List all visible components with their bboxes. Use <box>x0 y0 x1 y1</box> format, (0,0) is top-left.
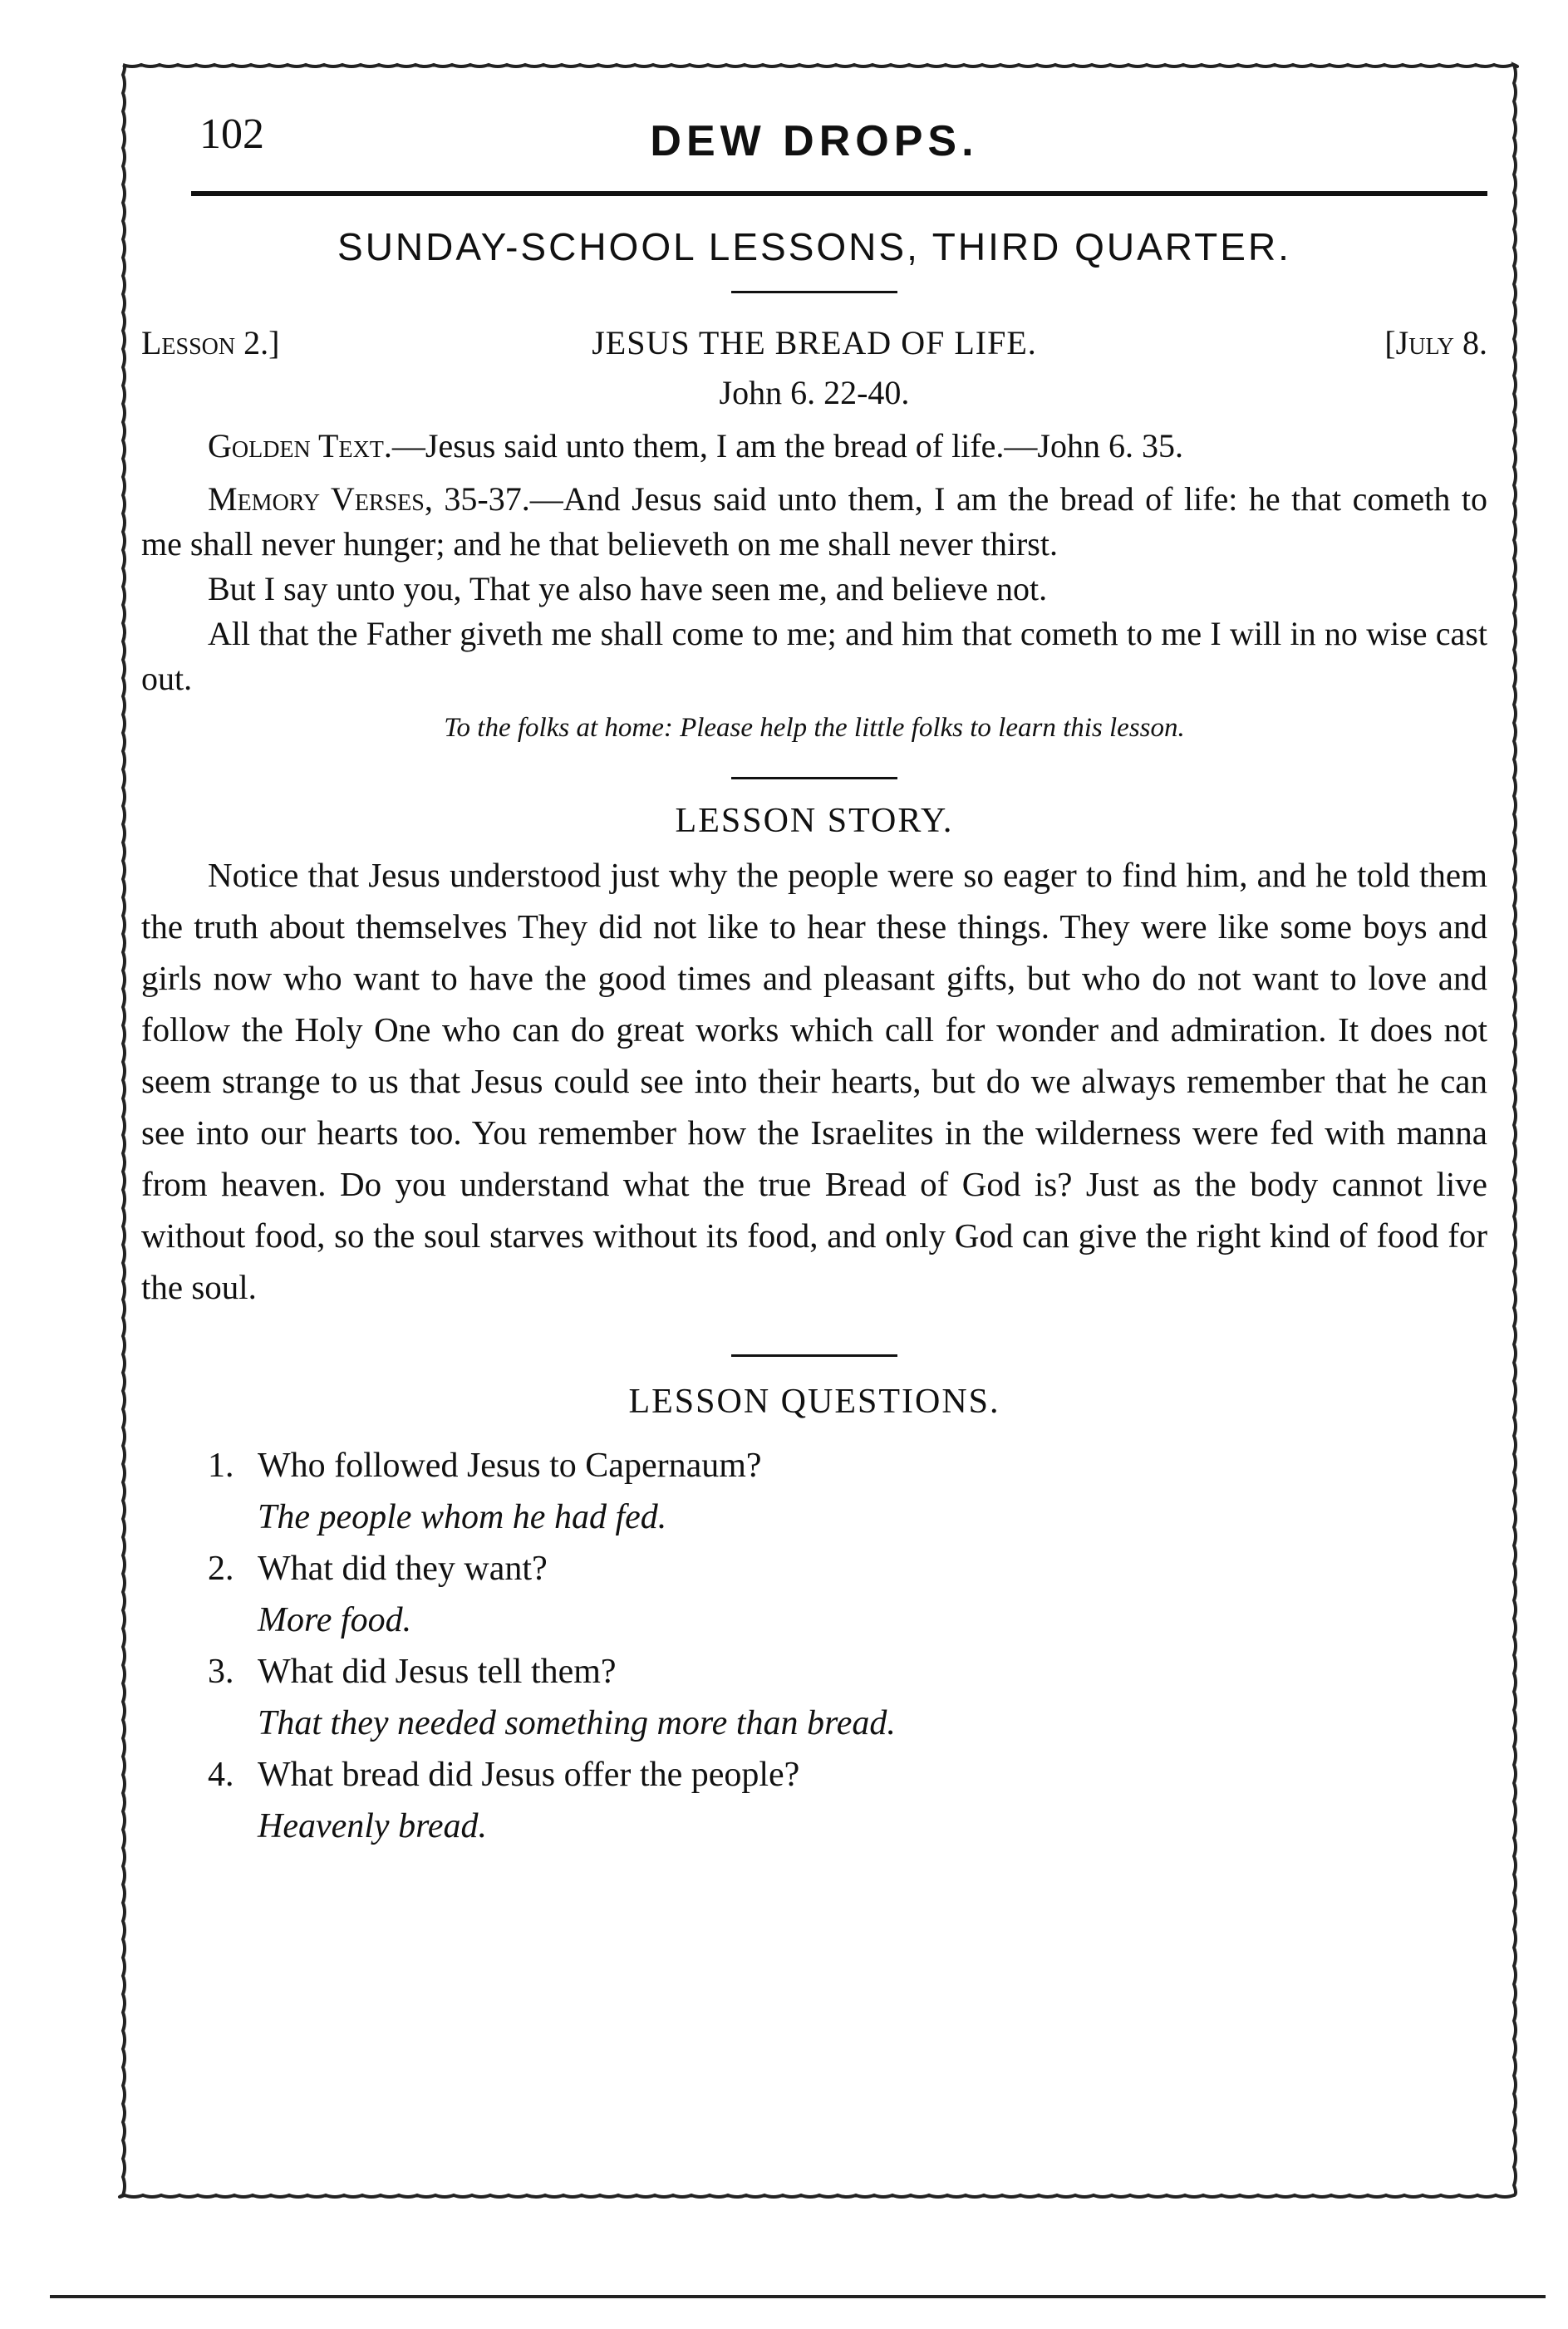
question-number: 1. <box>208 1447 234 1485</box>
question-text: What did Jesus tell them? <box>258 1653 617 1691</box>
golden-text-label: Golden Text. <box>208 427 392 464</box>
question-text: What did they want? <box>258 1550 548 1588</box>
question-2 <box>141 1543 1487 1594</box>
memory-verses-label: Memory Verses, <box>208 480 433 518</box>
lesson-date: [July 8. <box>1384 324 1487 361</box>
lesson-title: JESUS THE BREAD OF LIFE. <box>592 324 1037 361</box>
divider <box>731 777 897 779</box>
section-heading: SUNDAY-SCHOOL LESSONS, THIRD QUARTER. <box>337 225 1291 268</box>
question-number: 4. <box>208 1756 234 1794</box>
lesson-questions <box>141 1440 1487 1852</box>
divider <box>731 1354 897 1357</box>
golden-text-body: —Jesus said unto them, I am the bread of life.—John 6. 35. <box>391 427 1183 464</box>
lesson-story-text: Notice that Jesus understood just why the people were so eager to find him, and he told them the truth about themselves They did not like to hear these things. They were like some boys and girls now who want to have the good times and pleasant gifts, but who do not want to love and follow the Holy One who can do great works which call for wonder and admiration. It does not seem strange to us that Jesus could see into their hearts, but do we always remember that he can see into our hearts too. You remember how the Israelites in the wilderness were fed with manna from heaven. Do you understand what the true Bread of God is? Just as the body cannot live without food, so the soul starves without its food, and only God can give the right kind of food for the soul. <box>141 856 1487 1306</box>
running-title: DEW DROPS. <box>650 117 979 165</box>
lesson-story-heading: LESSON STORY. <box>675 802 954 840</box>
scripture-reference: John 6. 22-40. <box>719 374 910 411</box>
memory-verses <box>141 477 1487 567</box>
page-content <box>141 100 1487 1852</box>
answer-3: That they needed something more than bread. <box>258 1704 896 1742</box>
question-text: What bread did Jesus offer the people? <box>258 1756 800 1794</box>
question-1 <box>141 1440 1487 1491</box>
question-4 <box>141 1749 1487 1801</box>
bottom-rule <box>50 2295 1546 2298</box>
answer-4: Heavenly bread. <box>258 1807 487 1845</box>
golden-text <box>141 424 1487 469</box>
question-text: Who followed Jesus to Capernaum? <box>258 1447 762 1485</box>
answer-2: More food. <box>258 1601 412 1639</box>
header-rule <box>191 191 1487 196</box>
lesson-line <box>141 323 1487 373</box>
parent-note: To the folks at home: Please help the little folks to learn this lesson. <box>444 713 1185 743</box>
answer-1: The people whom he had fed. <box>258 1498 667 1536</box>
question-number: 3. <box>208 1653 234 1691</box>
page-number: 102 <box>199 111 264 158</box>
lesson-story <box>141 849 1487 1313</box>
lesson-questions-heading: LESSON QUESTIONS. <box>628 1383 1000 1421</box>
memory-verse-1: 35-37.—And Jesus said unto them, I am the bread of life: he that cometh to me shall never hunger; and he that believeth on me shall never thirst. <box>141 480 1487 563</box>
question-number: 2. <box>208 1550 234 1588</box>
question-3 <box>141 1646 1487 1698</box>
page-header <box>141 100 1487 183</box>
lesson-number: Lesson 2.] <box>141 324 280 361</box>
memory-verse-2: But I say unto you, That ye also have seen me, and believe not. <box>208 570 1048 607</box>
divider <box>731 291 897 293</box>
memory-verse-3: All that the Father giveth me shall come to me; and him that cometh to me I will in no wise cast out. <box>141 615 1487 697</box>
